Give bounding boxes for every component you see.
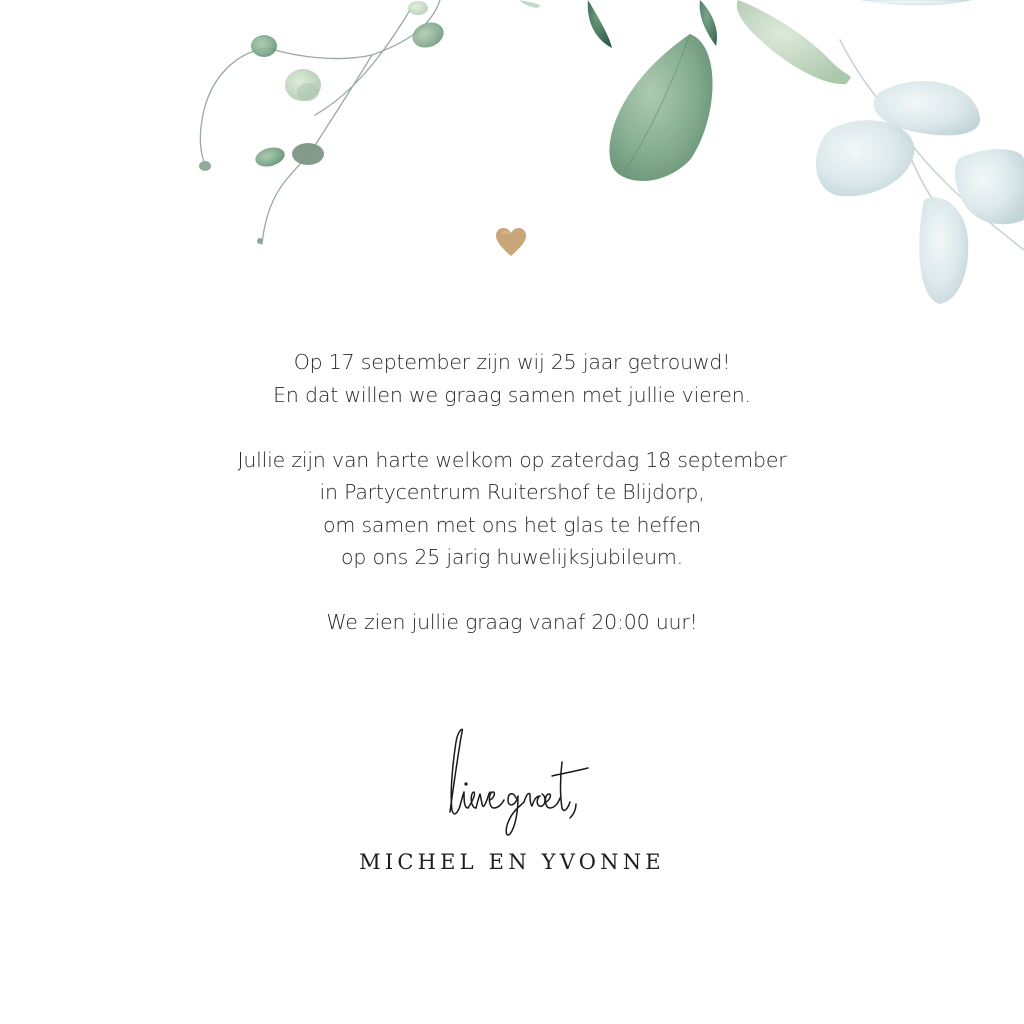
body-line: op ons 25 jarig huwelijksjubileum. [341, 545, 683, 569]
handwritten-signature-lieve-groet [430, 722, 610, 842]
body-line: Op 17 september zijn wij 25 jaar getrouwd! [293, 350, 731, 374]
couple-names: MICHEL EN YVONNE [359, 850, 665, 874]
gold-heart-icon [494, 226, 528, 258]
invitation-body-text [112, 346, 912, 671]
body-line: En dat willen we graag samen met jullie vieren. [273, 382, 751, 407]
body-line: in Partycentrum Ruitershof te Blijdorp, [319, 480, 705, 504]
paragraph-details [112, 444, 912, 574]
body-line: We zien jullie graag vanaf 20:00 uur! [326, 610, 698, 634]
eucalyptus-foliage-illustration [0, 0, 1024, 320]
paragraph-announcement [112, 346, 912, 411]
body-line: Jullie zijn van harte welkom op zaterdag 18 september [237, 447, 787, 472]
paragraph-time [112, 606, 912, 639]
body-line: om samen met ons het glas te heffen [323, 512, 701, 537]
